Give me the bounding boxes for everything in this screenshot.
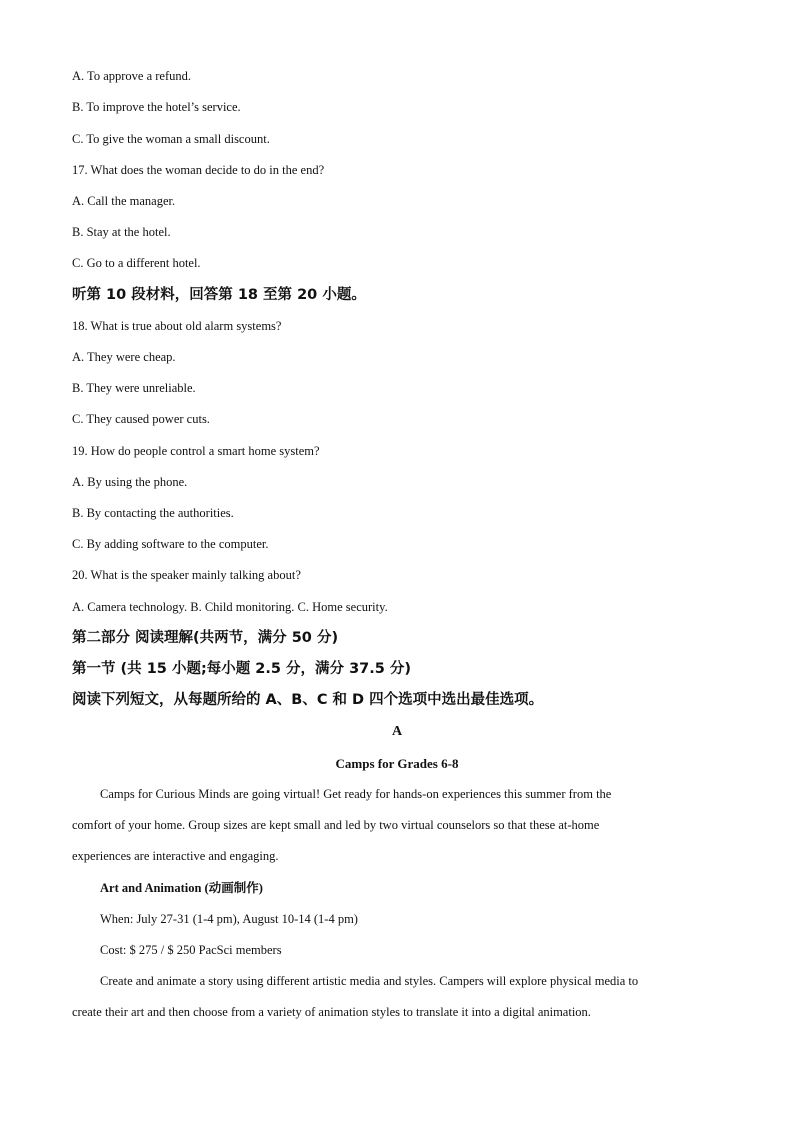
option-c: C. To give the woman a small discount. <box>72 132 270 146</box>
reading-instruction: 阅读下列短文，从每题所给的 A、B、C 和 D 四个选项中选出最佳选项。 <box>72 692 544 708</box>
question-20: 20. What is the speaker mainly talking about? <box>72 568 301 582</box>
paragraph-line: Camps for Curious Minds are going virtual! Get ready for hands-on experiences this summer from the <box>100 787 612 801</box>
option-b: B. They were unreliable. <box>72 381 196 395</box>
paragraph-line: experiences are interactive and engaging. <box>72 849 279 863</box>
paragraph-line: create their art and then choose from a variety of animation styles to translate it into a digital animation. <box>72 1005 591 1019</box>
question-18: 18. What is true about old alarm systems? <box>72 319 282 333</box>
option-a: A. By using the phone. <box>72 475 188 489</box>
camp-schedule: When: July 27-31 (1-4 pm), August 10-14 (1-4 pm) <box>100 912 358 926</box>
camp-cost: Cost: $ 275 / $ 250 PacSci members <box>100 943 282 957</box>
passage-label: A <box>391 724 403 739</box>
question-19: 19. How do people control a smart home system? <box>72 444 320 458</box>
option-c: C. By adding software to the computer. <box>72 537 269 551</box>
option-c: C. Go to a different hotel. <box>72 256 201 270</box>
paragraph-line: comfort of your home. Group sizes are kept small and led by two virtual counselors so that these at-home <box>72 818 600 832</box>
option-b: B. Stay at the hotel. <box>72 225 171 239</box>
camp-subtitle: Art and Animation (动画制作) <box>100 881 263 895</box>
section-one-heading: 第一节 (共 15 小题;每小题 2.5 分，满分 37.5 分) <box>72 661 412 677</box>
option-c: C. They caused power cuts. <box>72 412 210 426</box>
section-instruction: 听第 10 段材料，回答第 18 至第 20 小题。 <box>72 287 366 303</box>
option-b: B. To improve the hotel’s service. <box>72 100 241 114</box>
part-two-heading: 第二部分 阅读理解(共两节，满分 50 分) <box>72 630 339 646</box>
option-b: B. By contacting the authorities. <box>72 506 234 520</box>
option-a: A. They were cheap. <box>72 350 176 364</box>
passage-title: Camps for Grades 6-8 <box>335 756 459 771</box>
options-line: A. Camera technology. B. Child monitoring. C. Home security. <box>72 600 388 614</box>
paragraph-line: Create and animate a story using different artistic media and styles. Campers will explore physical media to <box>100 974 639 988</box>
option-a: A. To approve a refund. <box>72 69 191 83</box>
option-a: A. Call the manager. <box>72 194 176 208</box>
question-17: 17. What does the woman decide to do in the end? <box>72 163 325 177</box>
